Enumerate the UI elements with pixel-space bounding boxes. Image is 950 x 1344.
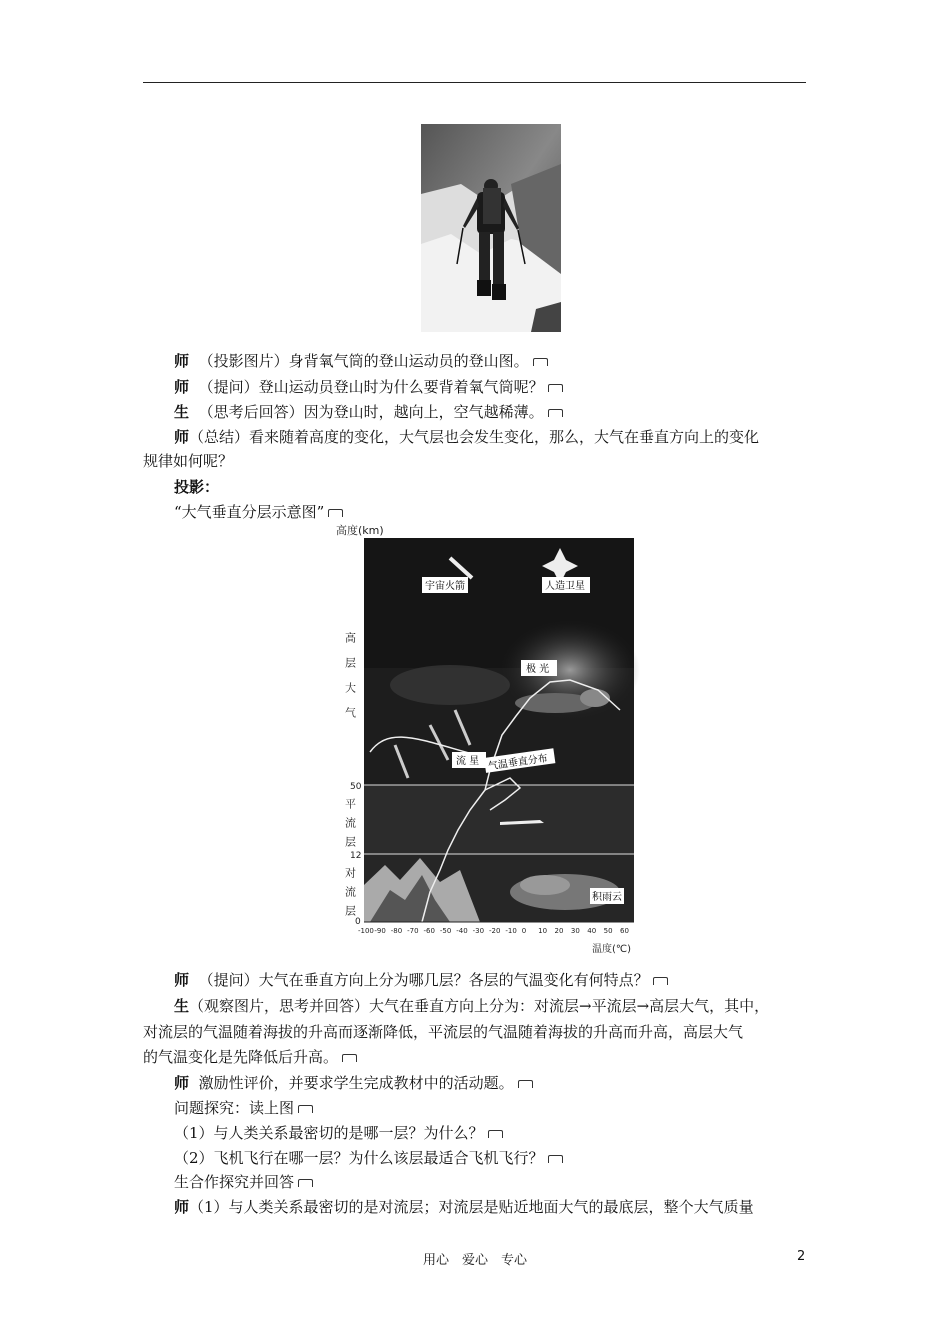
x-tick-label: -90: [374, 927, 386, 935]
line-text: 生合作探究并回答: [174, 1173, 295, 1191]
line-text: 问题探究：读上图: [174, 1099, 295, 1117]
line-text: 对流层的气温随着海拔的升高而逐渐降低，平流层的气温随着海拔的升高而升高，高层大气: [143, 1023, 744, 1041]
line-text: （观察图片，思考并回答）大气在垂直方向上分为：对流层→平流层→高层大气，其中，: [189, 997, 770, 1015]
paragraph-mark-icon: [298, 1105, 313, 1113]
paragraph-mark-icon: [328, 509, 343, 517]
x-tick-label: -40: [456, 927, 468, 935]
x-axis-label: 温度(℃): [592, 944, 632, 955]
paragraph-mark-icon: [488, 1130, 503, 1138]
stratosphere-text: 平流层: [343, 798, 357, 855]
tick-12: 12: [350, 851, 362, 861]
header-rule: [143, 82, 806, 83]
dialogue-line-12: [174, 1122, 844, 1144]
atmosphere-diagram: [330, 520, 650, 958]
dialogue-line-11: [174, 1097, 844, 1119]
paragraph-mark-icon: [653, 977, 668, 985]
x-tick-label: -60: [423, 927, 435, 935]
speaker: 生: [174, 403, 190, 421]
line-text: （提问）登山运动员登山时为什么要背着氧气筒呢？: [198, 378, 544, 396]
line-text: 激励性评价，并要求学生完成教材中的活动题。: [198, 1074, 514, 1092]
line-text: （1）与人类关系最密切的是哪一层？为什么？: [174, 1124, 484, 1142]
dialogue-line-10: [174, 1072, 844, 1094]
paragraph-mark-icon: [548, 409, 563, 417]
x-tick-label: 50: [603, 927, 613, 935]
footer-text: 用心 爱心 专心: [422, 1253, 527, 1268]
dialogue-line-9: [143, 1046, 813, 1068]
label-satellite: 人造卫星: [545, 581, 585, 592]
climber-photo: [421, 124, 561, 332]
troposphere-text: 对流层: [343, 867, 357, 924]
speaker: 师: [174, 378, 190, 396]
figure-title: “大气垂直分层示意图”: [174, 503, 325, 521]
tick-50: 50: [350, 782, 362, 792]
paragraph-mark-icon: [342, 1054, 357, 1062]
x-tick-label: -10: [505, 927, 517, 935]
upper-layer-text: 高层大气: [343, 632, 357, 732]
line-text: 规律如何呢？: [143, 452, 234, 470]
projection-label: 投影：: [174, 478, 220, 496]
speaker: 师: [174, 971, 190, 989]
paragraph-mark-icon: [518, 1080, 533, 1088]
page-number: 2: [797, 1249, 806, 1264]
label-rocket: 宇宙火箭: [425, 581, 465, 592]
x-tick-label: -100: [358, 927, 374, 935]
dialogue-line-14: [174, 1171, 844, 1193]
tick-0: 0: [355, 917, 361, 927]
upper-layer-label: [344, 631, 357, 732]
dialogue-line-1: [174, 350, 844, 372]
x-tick-label: -80: [390, 927, 403, 935]
label-aurora: 极 光: [526, 664, 550, 675]
dialogue-line-4: [174, 426, 844, 448]
x-tick-label: 40: [587, 927, 597, 935]
paragraph-mark-icon: [533, 358, 548, 366]
label-cloud: 积雨云: [592, 892, 622, 903]
line-text: 的气温变化是先降低后升高。: [143, 1048, 339, 1066]
x-tick-label: -70: [407, 927, 419, 935]
x-tick-label: -50: [439, 927, 452, 935]
line-text: （投影图片）身背氧气筒的登山运动员的登山图。: [198, 352, 529, 370]
speaker: 生: [174, 997, 190, 1015]
dialogue-line-6: [174, 969, 844, 991]
x-tick-label: -20: [489, 927, 501, 935]
speaker: 师: [174, 1198, 190, 1216]
speaker: 师: [174, 1074, 190, 1092]
dialogue-line-2: [174, 376, 844, 398]
label-meteor: 流 星: [456, 756, 480, 767]
line-text: （思考后回答）因为登山时，越向上，空气越稀薄。: [198, 403, 544, 421]
dialogue-line-5: [143, 450, 813, 472]
x-tick-label: 10: [538, 927, 548, 935]
line-text: （1）与人类关系最密切的是对流层；对流层是贴近地面大气的最底层，整个大气质量: [189, 1198, 754, 1216]
line-text: （2）飞机飞行在哪一层？为什么该层最适合飞机飞行？: [174, 1149, 544, 1167]
x-tick-label: 60: [620, 927, 629, 935]
paragraph-mark-icon: [548, 384, 563, 392]
dialogue-line-15: [174, 1196, 844, 1218]
label-temp-curve: 气温垂直分布: [487, 753, 549, 773]
dialogue-line-13: [174, 1147, 844, 1169]
x-tick-label: 20: [554, 927, 564, 935]
paragraph-mark-icon: [548, 1155, 563, 1163]
speaker: 师: [174, 352, 190, 370]
x-tick-label: 30: [570, 927, 580, 935]
speaker: 师: [174, 428, 190, 446]
dialogue-line-8: [143, 1021, 813, 1043]
x-tick-label: -30: [472, 927, 485, 935]
x-axis-ticks: [358, 927, 629, 935]
y-axis-label: 高度(km): [336, 524, 384, 537]
dialogue-line-3: [174, 401, 844, 423]
paragraph-mark-icon: [298, 1179, 313, 1187]
x-tick-label: 0: [521, 927, 527, 935]
line-text: （总结）看来随着高度的变化，大气层也会发生变化，那么，大气在垂直方向上的变化: [189, 428, 760, 446]
dialogue-line-7: [174, 995, 844, 1017]
line-text: （提问）大气在垂直方向上分为哪几层？各层的气温变化有何特点？: [198, 971, 649, 989]
